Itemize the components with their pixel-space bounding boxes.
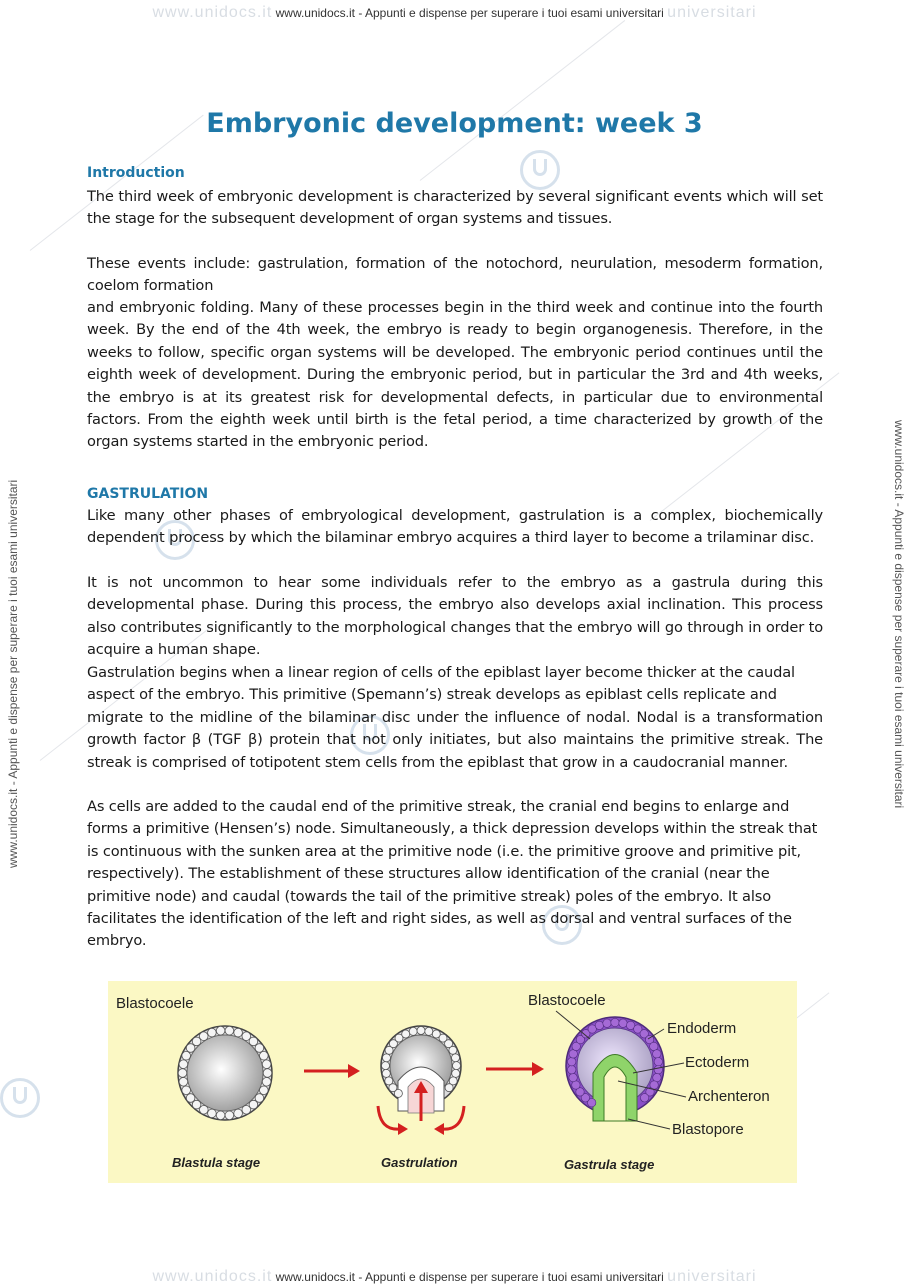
- cell-bead: [445, 1084, 453, 1092]
- label-ectoderm: Ectoderm: [685, 1054, 750, 1071]
- cell-bead: [234, 1028, 243, 1037]
- label-blastopore: Blastopore: [672, 1121, 744, 1138]
- cell-bead: [260, 1086, 269, 1095]
- arrow-2: [486, 1062, 544, 1076]
- intro-paragraph-1: The third week of embryonic development is characterized by several significant events which will set the stage for the subsequent development of organ systems and tissues.: [87, 188, 823, 228]
- gastrulation-paragraph-3b: migrate to the midline of the bilaminar disc under the influence of nodal. Nodal is a transformation growth factor β (TGF β) protein that not only initiates, but also maintains the primitive streak. The streak is comprised of totipotent stem cells from the epiblast that grow in a caudocranial manner.: [87, 709, 823, 771]
- gastrulation-diagram: [108, 981, 797, 1183]
- cell-bead: [417, 1027, 425, 1035]
- caption-blastula: Blastula stage: [172, 1155, 261, 1170]
- intro-paragraph-2b: and embryonic folding. Many of these processes begin in the third week and continue into the fourth week. By the end of the 4th week, the embryo is ready to begin organogenesis. Therefore, in the weeks to follow, specific organ systems will be developed. The embryonic period continues until the eighth week of development. During the embryonic period, but in particular the 3rd and 4th weeks, the embryo is at its greatest risk for developmental defects, in particular due to environmental factors. From the eighth week until birth is the fetal period, a time characterized by growth of the organ systems started in the embryonic period.: [87, 299, 823, 451]
- cell-bead: [199, 1032, 208, 1041]
- ghost-text: www.unidocs.it: [152, 4, 273, 21]
- gastrulation-figure: [108, 981, 797, 1183]
- label-blastocoele-2: Blastocoele: [528, 992, 606, 1009]
- gastrulation-paragraph-1: Like many other phases of embryological development, gastrulation is a complex, biochemically dependent process by which the bilaminar embryo acquires a third layer to become a trilaminar disc.: [87, 507, 823, 547]
- cell-bead: [595, 1021, 603, 1029]
- cell-bead: [640, 1094, 648, 1102]
- cell-bead: [178, 1069, 187, 1078]
- cell-bead: [216, 1111, 225, 1120]
- cell-bead: [453, 1062, 461, 1070]
- cell-bead: [383, 1054, 391, 1062]
- cell-bead: [216, 1026, 225, 1035]
- right-side-watermark: www.unidocs.it - Appunti e dispense per superare i tuoi esami universitari: [892, 420, 906, 809]
- gastrulation-paragraph-4a: As cells are added to the caudal end of the primitive streak, the cranial end begins to enlarge and forms a primitive (Hensen’s) node. Simultaneously, a thick depression develops within the streak that is continuous with the sunken area at the primitive node (i.e. the primitive groove and primitive pit, respectively). The establishment of these structures allow identification of the cranial (near the primitive node) and caudal (towards the tail of the primitive streak) poles of the embryo. It also: [87, 798, 818, 905]
- cell-bead: [262, 1060, 271, 1069]
- label-blastocoele-1: Blastocoele: [116, 995, 194, 1012]
- cell-bead: [225, 1026, 234, 1035]
- cell-bead: [385, 1077, 393, 1085]
- page-title: Embryonic development: week 3: [206, 108, 703, 139]
- arrow-1: [304, 1064, 360, 1078]
- cell-bead: [654, 1066, 662, 1074]
- cell-bead: [611, 1018, 619, 1026]
- gastrulation-drawing: [378, 1026, 464, 1135]
- cell-bead: [234, 1109, 243, 1118]
- cell-bead: [200, 1106, 209, 1115]
- gastrulation-paragraph-4b: facilitates the identification of the left and right sides, as well as dorsal and ventral surfaces of the embryo.: [87, 910, 792, 950]
- cell-bead: [182, 1086, 191, 1095]
- cell-bead: [225, 1111, 234, 1120]
- cell-bead: [179, 1078, 188, 1087]
- watermark-logo-icon: [0, 1078, 40, 1118]
- cell-bead: [654, 1058, 662, 1066]
- gastrulation-heading: GASTRULATION: [87, 486, 209, 502]
- cell-bead: [402, 1030, 410, 1038]
- caption-gastrulation: Gastrulation: [381, 1155, 458, 1170]
- cell-bead: [569, 1073, 577, 1081]
- cell-bead: [603, 1019, 611, 1027]
- footer-watermark-text: www.unidocs.it - Appunti e dispense per superare i tuoi esami universitari: [275, 1270, 664, 1284]
- ghost-text: universitari: [667, 1268, 757, 1285]
- cell-bead: [452, 1054, 460, 1062]
- cell-bead: [650, 1042, 658, 1050]
- cell-bead: [569, 1050, 577, 1058]
- cell-bead: [179, 1060, 188, 1069]
- cell-bead: [208, 1109, 217, 1118]
- cell-bead: [182, 1051, 191, 1060]
- cell-bead: [452, 1069, 460, 1077]
- watermark-line: [420, 20, 625, 181]
- cell-bead: [449, 1046, 457, 1054]
- label-endoderm: Endoderm: [667, 1020, 737, 1037]
- cell-bead: [208, 1028, 217, 1037]
- cell-bead: [409, 1027, 417, 1035]
- ghost-text: www.unidocs.it: [152, 1268, 273, 1285]
- cell-bead: [619, 1019, 627, 1027]
- intro-heading: Introduction: [87, 165, 185, 181]
- cell-bead: [186, 1094, 195, 1103]
- cell-bead: [568, 1066, 576, 1074]
- header-watermark-text: www.unidocs.it - Appunti e dispense per superare i tuoi esami universitari: [275, 6, 664, 20]
- footer-watermark: [0, 1268, 909, 1286]
- intro-paragraph-2a: These events include: gastrulation, formation of the notochord, neurulation, mesoderm formation, coelom formation: [87, 255, 823, 295]
- gastrulation-paragraph-3a: Gastrulation begins when a linear region of cells of the epiblast layer become thicker at the caudal aspect of the embryo. This primitive (Spemann’s) streak develops as epiblast cells replicate and: [87, 664, 795, 704]
- cell-bead: [425, 1027, 433, 1035]
- blastula-drawing: [178, 1026, 272, 1120]
- header-watermark: [0, 4, 909, 22]
- cell-bead: [263, 1069, 272, 1078]
- caption-gastrula: Gastrula stage: [564, 1157, 655, 1172]
- cell-bead: [382, 1062, 390, 1070]
- ghost-text: universitari: [667, 4, 757, 21]
- left-side-watermark: www.unidocs.it - Appunti e dispense per superare i tuoi esami universitari: [6, 479, 20, 868]
- gastrulation-paragraph-2: It is not uncommon to hear some individuals refer to the embryo as a gastrula during this developmental phase. During this process, the embryo also develops axial inclination. This process also contributes significantly to the morphological changes that the embryo will go through in order to acquire a human shape.: [87, 574, 823, 659]
- cell-bead: [242, 1106, 251, 1115]
- watermark-logo-icon: [520, 150, 560, 190]
- cell-bead: [382, 1069, 390, 1077]
- cell-bead: [255, 1044, 264, 1053]
- cell-bead: [262, 1078, 271, 1087]
- cell-bead: [653, 1050, 661, 1058]
- label-archenteron: Archenteron: [688, 1088, 770, 1105]
- cell-bead: [568, 1058, 576, 1066]
- cell-bead: [260, 1051, 269, 1060]
